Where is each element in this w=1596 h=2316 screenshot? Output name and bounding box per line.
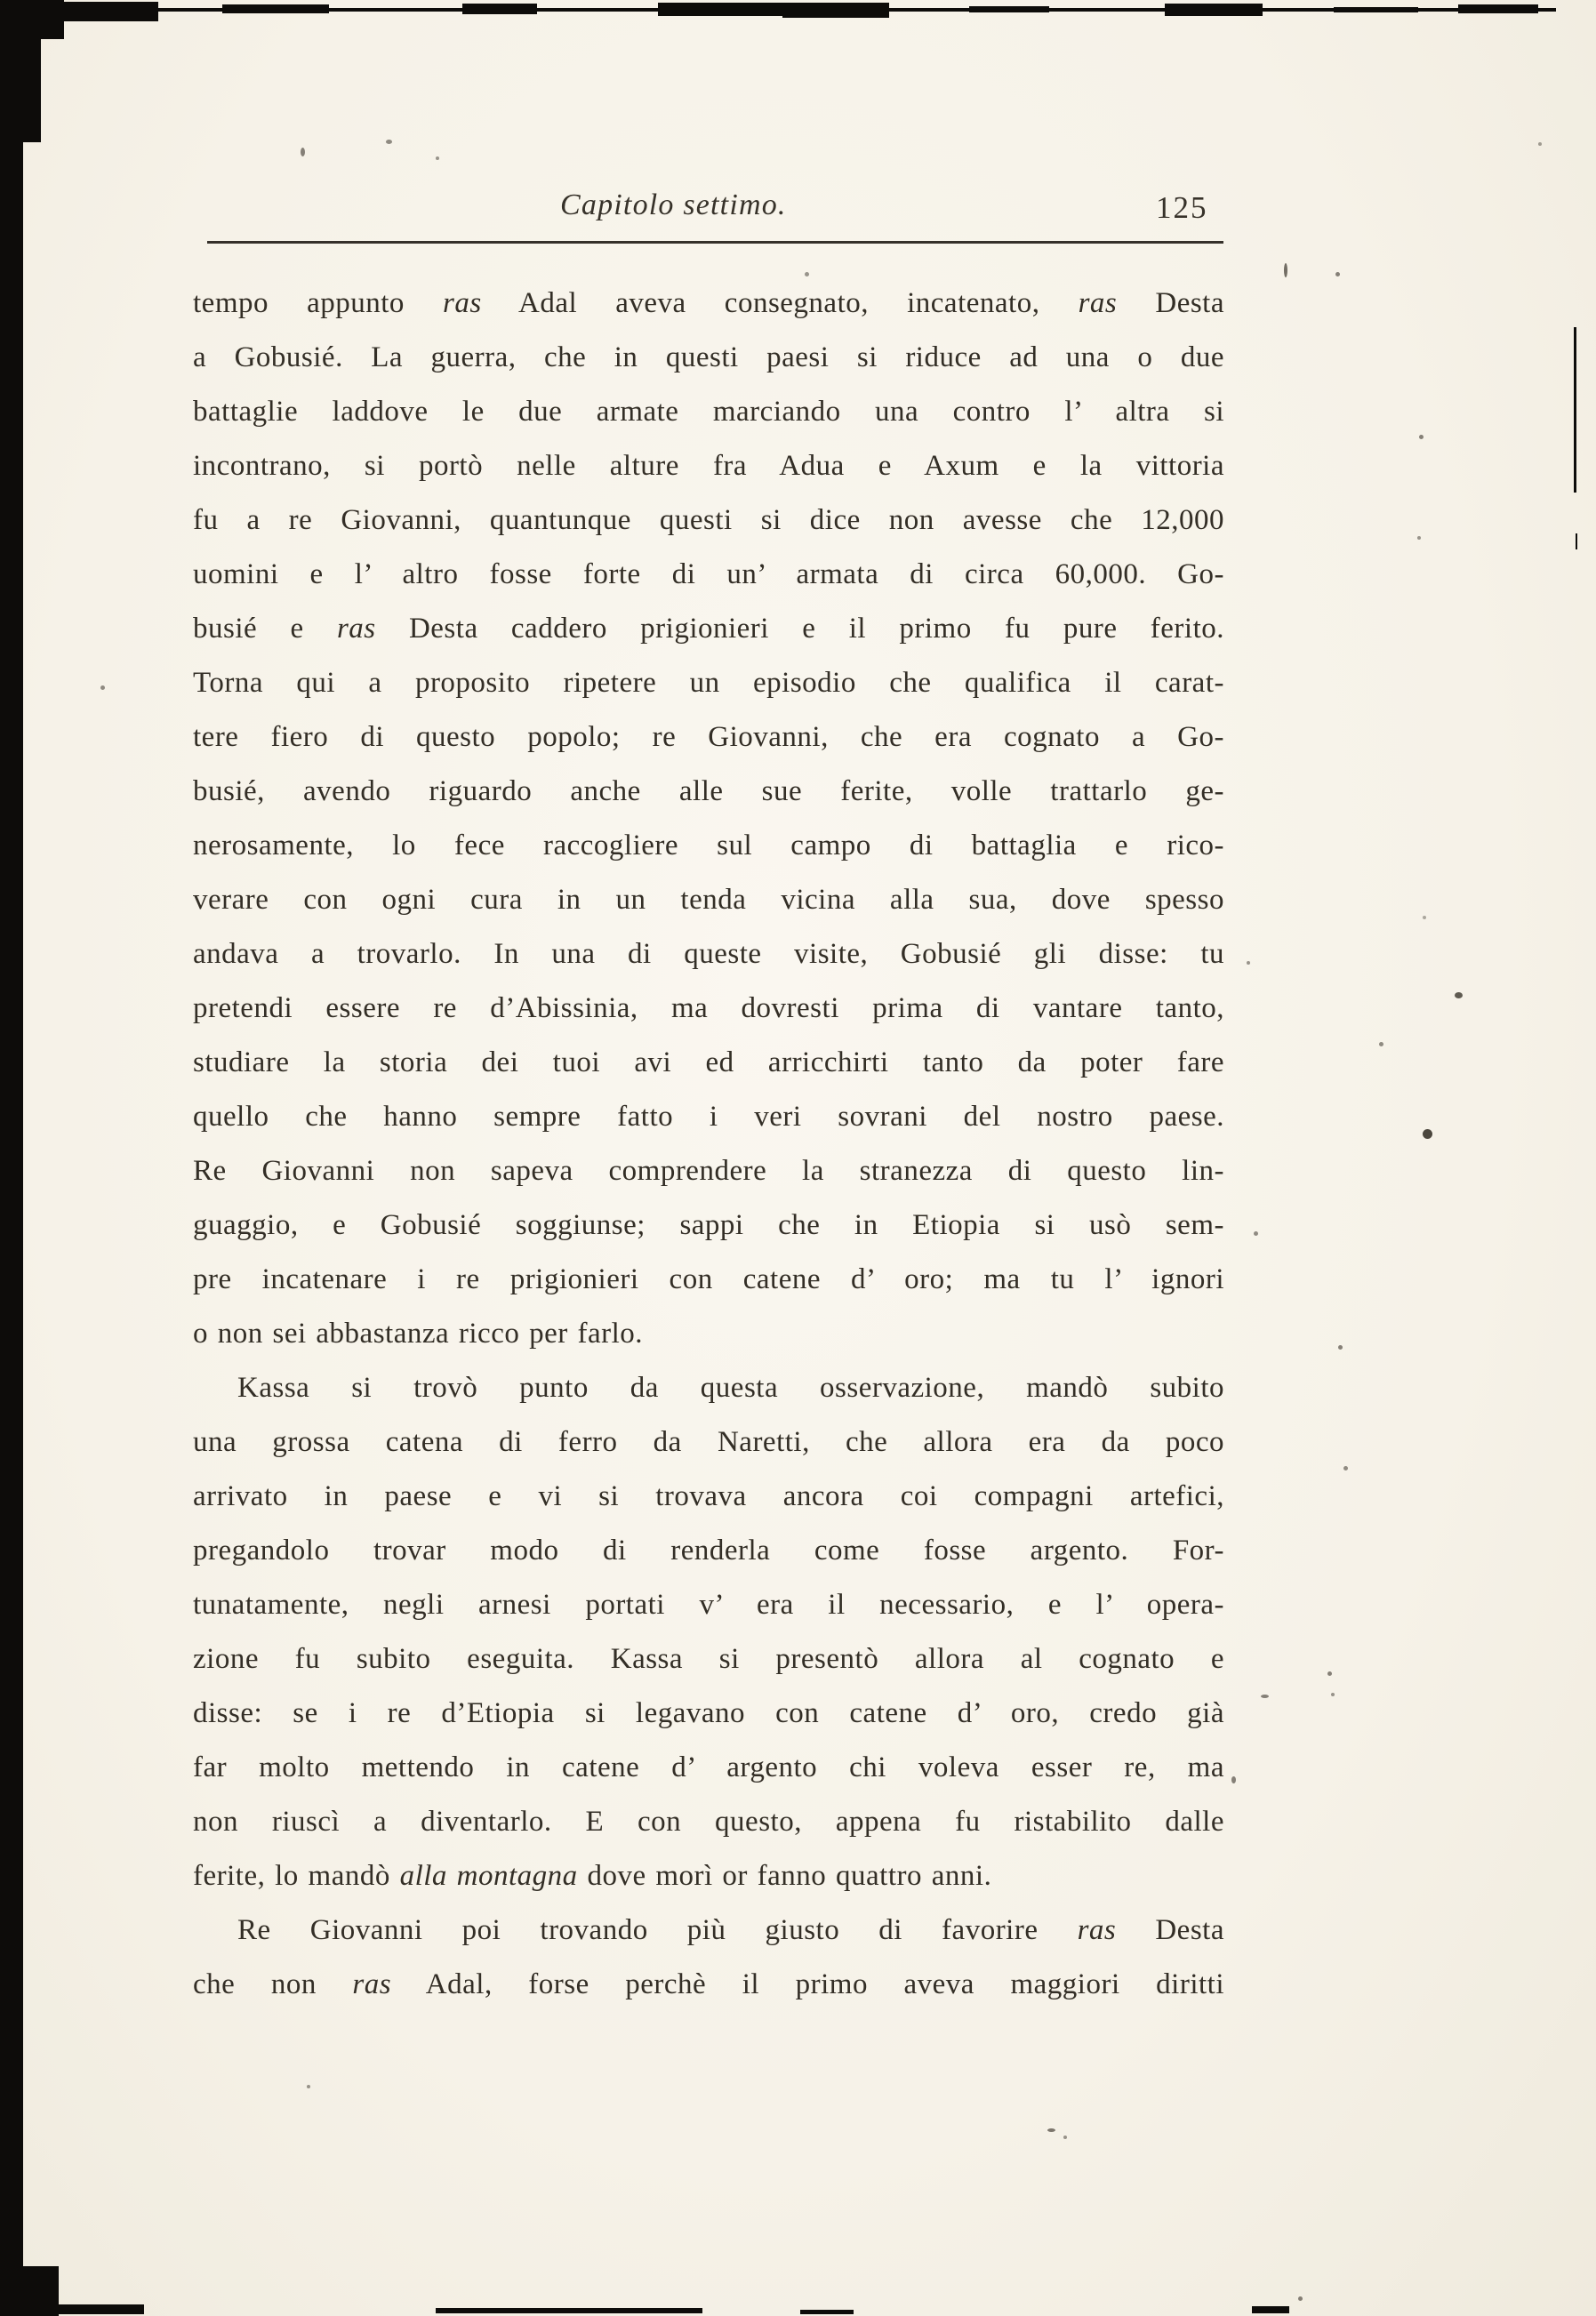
plain-text: o non sei abbastanza ricco per farlo.: [193, 1318, 644, 1350]
plain-text: tempo appunto: [193, 287, 444, 319]
page-number: 125: [1156, 190, 1208, 225]
paragraph: [193, 1361, 1224, 1903]
plain-text: tunatamente, negli arnesi portati v’ era il necessario, e l’ opera-: [193, 1589, 1224, 1621]
text-line: [193, 1253, 1224, 1307]
ink-speck: [307, 2085, 310, 2088]
scan-artifact: [222, 4, 329, 13]
scan-artifact: [436, 2308, 702, 2313]
text-line: [193, 439, 1224, 493]
text-line: [193, 1903, 1224, 1958]
ink-speck: [1343, 1466, 1348, 1471]
text-line: [193, 1687, 1224, 1741]
text-line: [193, 656, 1224, 710]
ink-speck: [1423, 1129, 1432, 1139]
scan-artifact: [1165, 4, 1263, 16]
ink-speck: [100, 685, 105, 690]
ink-speck: [1417, 536, 1421, 540]
italic-text: alla montagna: [399, 1860, 578, 1892]
ink-speck: [386, 140, 392, 144]
text-line: [193, 385, 1224, 439]
plain-text: Torna qui a proposito ripetere un episodio che qualifica il carat-: [193, 667, 1224, 699]
text-line: [193, 1090, 1224, 1144]
ink-speck: [1247, 961, 1250, 965]
plain-text: pregandolo trovar modo di renderla come fosse argento. For-: [193, 1535, 1224, 1567]
plain-text: far molto mettendo in catene d’ argento chi voleva esser re, ma: [193, 1751, 1224, 1783]
text-line: [193, 548, 1224, 602]
plain-text: Re Giovanni poi trovando più giusto di favorire: [237, 1914, 1078, 1946]
plain-text: disse: se i re d’Etiopia si legavano con catene d’ oro, credo già: [193, 1697, 1224, 1729]
text-block: [193, 276, 1224, 2012]
text-line: [193, 1741, 1224, 1795]
text-line: [193, 1361, 1224, 1415]
plain-text: busié e: [193, 613, 337, 645]
plain-text: busié, avendo riguardo anche alle sue ferite, volle trattarlo ge-: [193, 775, 1224, 807]
text-line: [193, 1524, 1224, 1578]
italic-text: ras: [443, 287, 482, 319]
plain-text: verare con ogni cura in un tenda vicina alla sua, dove spesso: [193, 884, 1224, 916]
text-line: [193, 1307, 1224, 1361]
scan-artifact: [1458, 4, 1538, 13]
ink-speck: [1047, 2128, 1055, 2132]
ink-speck: [1231, 1776, 1236, 1783]
text-line: [193, 819, 1224, 873]
plain-text: tere fiero di questo popolo; re Giovanni, che era cognato a Go-: [193, 721, 1224, 753]
ink-speck: [1335, 272, 1340, 276]
plain-text: dove morì or fanno quattro anni.: [577, 1860, 992, 1892]
paragraph: [193, 276, 1224, 1361]
plain-text: che non: [193, 1968, 353, 2000]
text-line: [193, 765, 1224, 819]
text-line: [193, 602, 1224, 656]
text-line: [193, 276, 1224, 331]
italic-text: ras: [1077, 1914, 1117, 1946]
plain-text: uomini e l’ altro fosse forte di un’ armata di circa 60,000. Go-: [193, 558, 1224, 590]
ink-speck: [1379, 1042, 1383, 1046]
plain-text: Adal, forse perchè il primo aveva maggiori diritti: [391, 1968, 1224, 2000]
text-line: [193, 1849, 1224, 1903]
ink-speck: [1331, 1693, 1335, 1696]
text-line: [193, 710, 1224, 765]
plain-text: zione fu subito eseguita. Kassa si presentò allora al cognato e: [193, 1643, 1224, 1675]
text-line: [193, 1144, 1224, 1198]
scan-artifact: [800, 2310, 854, 2314]
italic-text: ras: [336, 613, 376, 645]
ink-speck: [436, 156, 439, 160]
text-line: [193, 873, 1224, 927]
plain-text: ferite, lo mandò: [193, 1860, 400, 1892]
scan-artifact: [0, 0, 23, 2316]
plain-text: Kassa si trovò punto da questa osservazione, mandò subito: [237, 1372, 1224, 1404]
ink-speck: [1538, 142, 1542, 146]
ink-speck: [1423, 916, 1426, 919]
plain-text: non riuscì a diventarlo. E con questo, appena fu ristabilito dalle: [193, 1806, 1224, 1838]
text-line: [193, 1795, 1224, 1849]
plain-text: arrivato in paese e vi si trovava ancora coi compagni artefici,: [193, 1480, 1224, 1512]
plain-text: una grossa catena di ferro da Naretti, che allora era da poco: [193, 1426, 1224, 1458]
text-line: [193, 1198, 1224, 1253]
ink-speck: [301, 148, 305, 156]
scan-artifact: [1574, 327, 1576, 493]
plain-text: guaggio, e Gobusié soggiunse; sappi che in Etiopia si usò sem-: [193, 1209, 1224, 1241]
plain-text: pretendi essere re d’Abissinia, ma dovresti prima di vantare tanto,: [193, 992, 1224, 1024]
scan-artifact: [658, 3, 791, 16]
scan-artifact: [1334, 7, 1418, 12]
ink-speck: [1261, 1695, 1269, 1698]
plain-text: studiare la storia dei tuoi avi ed arricchirti tanto da poter fare: [193, 1046, 1224, 1078]
plain-text: battaglie laddove le due armate marciando una contro l’ altra si: [193, 396, 1224, 428]
plain-text: a Gobusié. La guerra, che in questi paesi si riduce ad una o due: [193, 341, 1224, 373]
scan-artifact: [1252, 2306, 1289, 2313]
text-line: [193, 331, 1224, 385]
plain-text: quello che hanno sempre fatto i veri sovrani del nostro paese.: [193, 1101, 1224, 1133]
plain-text: Re Giovanni non sapeva comprendere la stranezza di questo lin-: [193, 1155, 1224, 1187]
scan-artifact: [44, 2304, 144, 2314]
text-line: [193, 1958, 1224, 2012]
plain-text: Desta caddero prigionieri e il primo fu pure ferito.: [375, 613, 1225, 645]
text-line: [193, 1415, 1224, 1470]
ink-speck: [1338, 1345, 1343, 1350]
header-rule: [207, 241, 1223, 244]
ink-speck: [1327, 1671, 1332, 1676]
italic-text: ras: [1078, 287, 1118, 319]
plain-text: nerosamente, lo fece raccogliere sul campo di battaglia e rico-: [193, 829, 1224, 861]
text-line: [193, 1632, 1224, 1687]
text-line: [193, 927, 1224, 982]
text-line: [193, 1036, 1224, 1090]
scan-artifact: [1576, 533, 1577, 549]
scan-artifact: [0, 0, 41, 142]
chapter-title: Capitolo settimo.: [560, 188, 787, 221]
text-line: [193, 1578, 1224, 1632]
scan-artifact: [969, 6, 1049, 12]
plain-text: fu a re Giovanni, quantunque questi si dice non avesse che 12,000: [193, 504, 1224, 536]
paragraph: [193, 1903, 1224, 2012]
ink-speck: [1063, 2136, 1067, 2139]
ink-speck: [1455, 992, 1463, 998]
scan-artifact: [41, 2, 158, 21]
italic-text: ras: [352, 1968, 392, 2000]
plain-text: Adal aveva consegnato, incatenato,: [481, 287, 1079, 319]
scan-artifact: [782, 3, 889, 18]
text-line: [193, 982, 1224, 1036]
ink-speck: [1284, 263, 1287, 277]
plain-text: Desta: [1117, 287, 1224, 319]
text-line: [193, 493, 1224, 548]
plain-text: Desta: [1116, 1914, 1224, 1946]
ink-speck: [1298, 2296, 1303, 2301]
text-line: [193, 1470, 1224, 1524]
scan-artifact: [462, 4, 537, 14]
ink-speck: [1419, 435, 1424, 439]
plain-text: andava a trovarlo. In una di queste visite, Gobusié gli disse: tu: [193, 938, 1224, 970]
plain-text: pre incatenare i re prigionieri con catene d’ oro; ma tu l’ ignori: [193, 1263, 1224, 1295]
ink-speck: [1254, 1231, 1258, 1236]
ink-speck: [805, 272, 809, 276]
plain-text: incontrano, si portò nelle alture fra Adua e Axum e la vittoria: [193, 450, 1224, 482]
